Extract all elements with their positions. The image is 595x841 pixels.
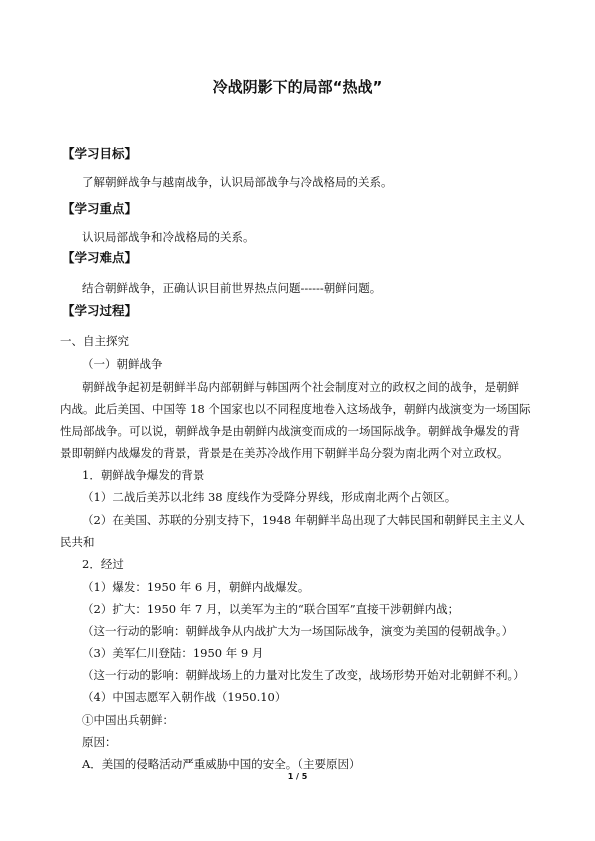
course-item: （1）爆发：1950 年 6 月，朝鲜内战爆发。 [82, 580, 310, 594]
page-number: 1 / 5 [287, 772, 308, 781]
course-note: （这一行动的影响：朝鲜战争从内战扩大为一场国际战争，演变为美国的侵朝战争。） [82, 624, 514, 638]
paragraph-line: 景即朝鲜内战爆发的背景，背景是在美苏冷战作用下朝鲜半岛分裂为南北两个对立政权。 [60, 446, 509, 460]
heading-difficult: 【学习难点】 [62, 250, 138, 265]
background-item: （1）二战后美苏以北纬 38 度线作为受降分界线，形成南北两个占领区。 [82, 490, 457, 504]
background-item-cont: 民共和 [60, 535, 95, 549]
paragraph-line: 性局部战争。可以说，朝鲜战争是由朝鲜内战演变而成的一场国际战争。朝鲜战争爆发的背 [60, 424, 520, 438]
key-text: 认识局部战争和冷战格局的关系。 [82, 230, 255, 244]
paragraph-line: 朝鲜战争起初是朝鲜半岛内部朝鲜与韩国两个社会制度对立的政权之间的战争，是朝鲜 [82, 380, 519, 394]
background-title: 1．朝鲜战争爆发的背景 [82, 468, 205, 482]
reason-item: A．美国的侵略活动严重威胁中国的安全。（主要原因） [82, 757, 361, 771]
course-subitem: ①中国出兵朝鲜： [82, 713, 174, 727]
background-item: （2）在美国、苏联的分别支持下，1948 年朝鲜半岛出现了大韩民国和朝鲜民主主义人 [82, 513, 525, 527]
heading-process: 【学习过程】 [62, 303, 138, 318]
course-note: （这一行动的影响：朝鲜战场上的力量对比发生了改变，战场形势开始对北朝鲜不利。） [82, 668, 525, 682]
course-item: （3）美军仁川登陆：1950 年 9 月 [82, 646, 264, 660]
paragraph-line: 内战。此后美国、中国等 18 个国家也以不同程度地卷入这场战争，朝鲜内战演变为一场国际 [60, 402, 531, 416]
page-title: 冷战阴影下的局部“热战” [212, 78, 383, 96]
heading-goal: 【学习目标】 [62, 146, 138, 161]
difficult-text: 结合朝鲜战争，正确认识目前世界热点问题------朝鲜问题。 [82, 281, 382, 295]
subsection-korean-war: （一）朝鲜战争 [82, 357, 163, 371]
course-item: （4）中国志愿军入朝作战（1950.10） [82, 690, 287, 704]
heading-key: 【学习重点】 [62, 201, 138, 216]
part-one-label: 一、自主探究 [60, 334, 129, 348]
reason-label: 原因： [82, 735, 117, 749]
goal-text: 了解朝鲜战争与越南战争，认识局部战争与冷战格局的关系。 [82, 175, 393, 189]
course-title: 2．经过 [82, 557, 124, 571]
course-item: （2）扩大：1950 年 7 月，以美军为主的“联合国军”直接干涉朝鲜内战； [82, 602, 460, 616]
